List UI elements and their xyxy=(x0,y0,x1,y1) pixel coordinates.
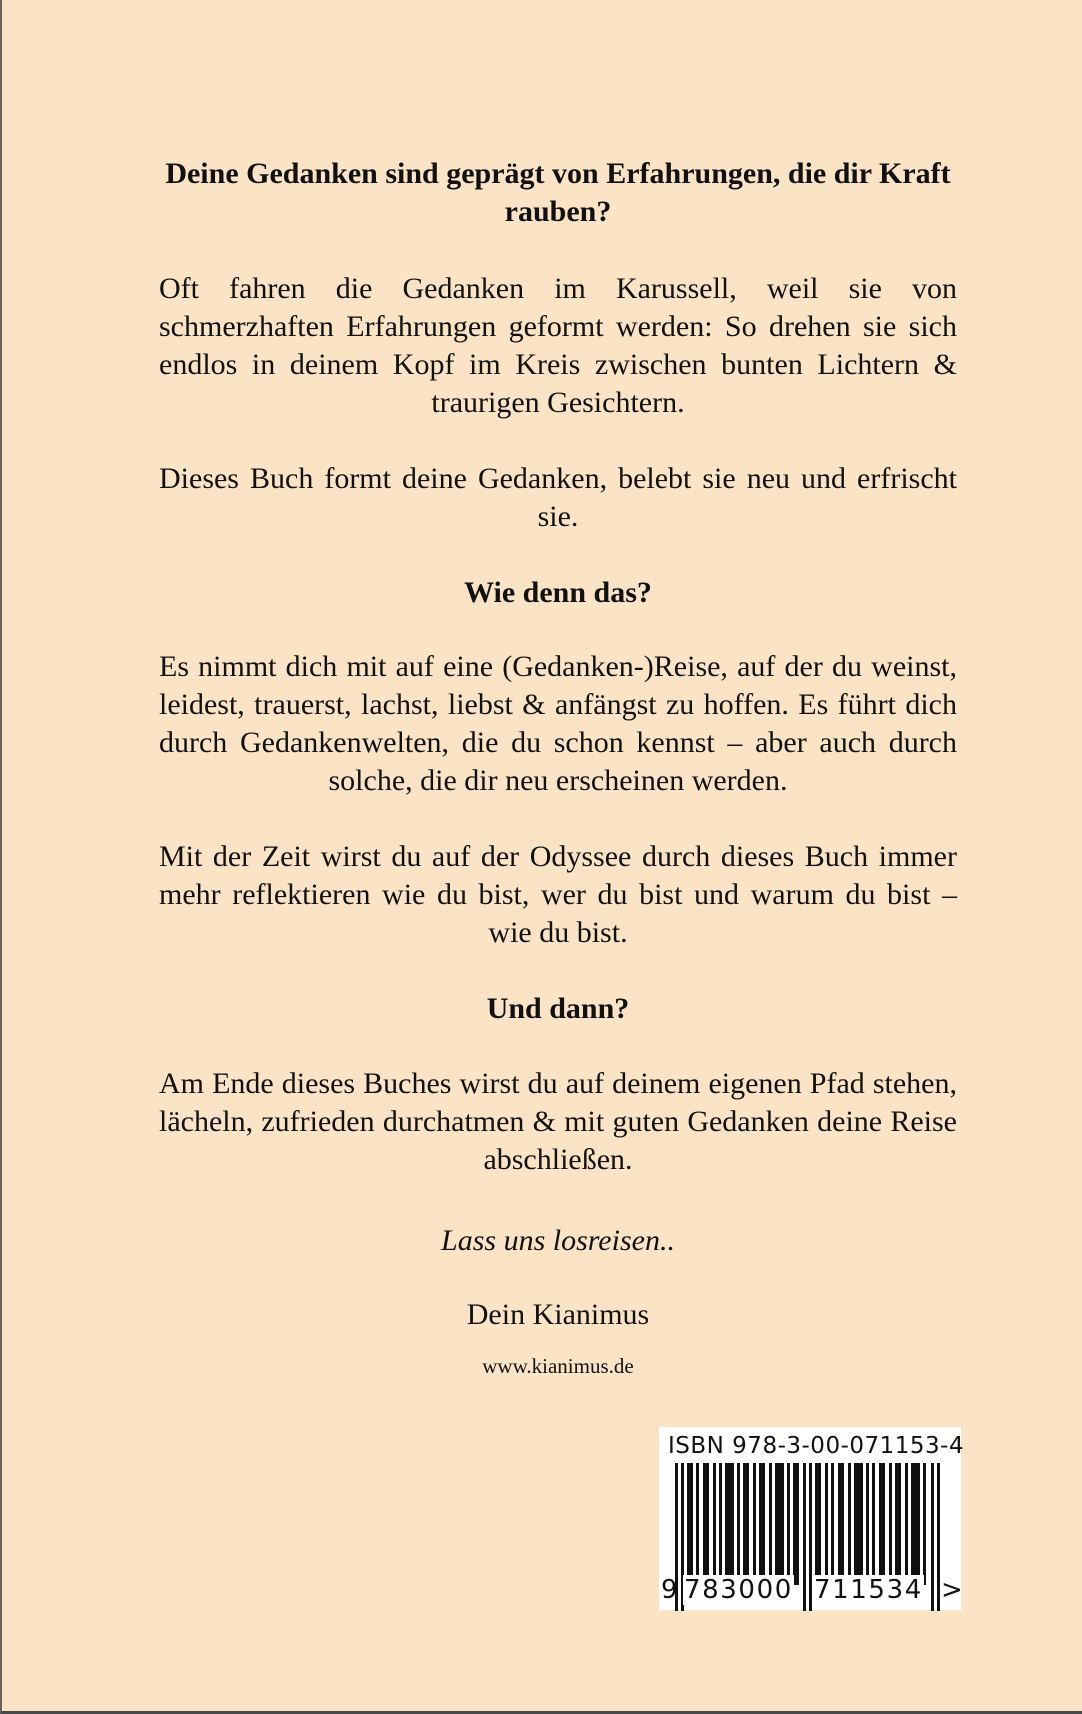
ean-quiet-zone-arrow: > xyxy=(941,1575,963,1605)
isbn-barcode xyxy=(659,1427,965,1610)
ean-left-digits: 783000 xyxy=(684,1575,793,1605)
paragraph-odyssey: Mit der Zeit wirst du auf der Odyssee durch dieses Buch immer mehr reflektieren wie du bist, wer du bist und warum du bist – wie du bist. xyxy=(159,840,957,949)
paragraph-book-shapes: Dieses Buch formt deine Gedanken, belebt sie neu und erfrischt sie. xyxy=(159,462,957,533)
heading-and-then: Und dann? xyxy=(486,992,630,1025)
ean-right-digits: 711534 xyxy=(814,1575,923,1605)
website-link[interactable]: www.kianimus.de xyxy=(482,1354,634,1378)
signature: Dein Kianimus xyxy=(466,1298,650,1331)
isbn-label: ISBN 978-3-00-071153-4 xyxy=(668,1433,965,1459)
heading-how: Wie denn das? xyxy=(464,576,652,609)
heading-thoughts-question: Deine Gedanken sind geprägt von Erfahrungen, die dir Kraft rauben? xyxy=(165,157,951,228)
closing-line: Lass uns losreisen.. xyxy=(441,1224,675,1257)
paragraph-end-of-book: Am Ende dieses Buches wirst du auf deinem eigenen Pfad stehen, lächeln, zufrieden durchatmen & mit guten Gedanken deine Reise abschließen. xyxy=(159,1067,957,1176)
ean-digits xyxy=(659,1575,961,1607)
paragraph-journey: Es nimmt dich mit auf eine (Gedanken-)Reise, auf der du weinst, leidest, trauerst, lachst, liebst & anfängst zu hoffen. Es führt dich durch Gedankenwelten, die du schon kennst – aber auch durch solche, die dir neu erscheinen werden. xyxy=(159,650,957,797)
paragraph-carousel: Oft fahren die Gedanken im Karussell, weil sie von schmerzhaften Erfahrungen geformt werden: So drehen sie sich endlos in deinem Kopf im Kreis zwischen bunten Lichtern & traurigen Gesichtern. xyxy=(159,272,957,419)
ean-first-digit: 9 xyxy=(661,1575,678,1605)
